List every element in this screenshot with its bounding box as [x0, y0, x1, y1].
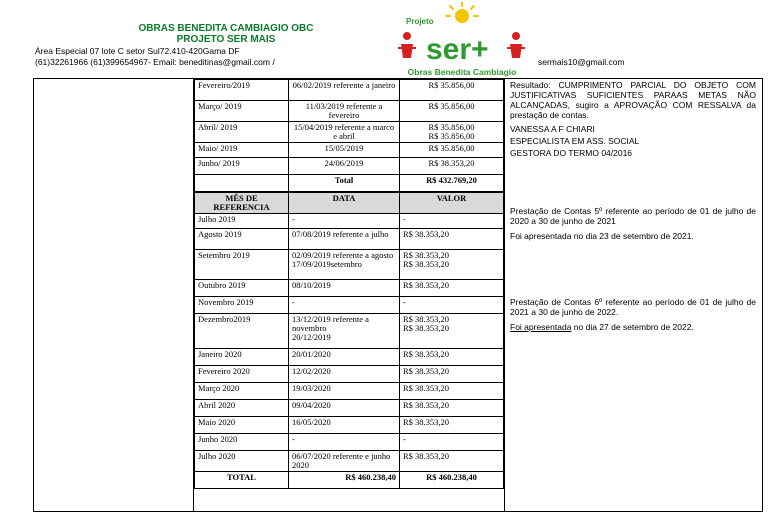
table2-month-cell: Abril 2020	[195, 400, 289, 417]
result-paragraph: Resultado: CUMPRIMENTO PARCIAL DO OBJETO COM JUSTIFICATIVAS SUFICIENTES PARAAS METAS NÃO ALCANÇADAS, sugiro a APROVAÇÃO COM RESSALVA da prestação de contas.	[510, 80, 756, 120]
table2-row	[195, 214, 504, 229]
header-month: MÊS DE REFERENCIA	[195, 193, 289, 214]
signer-role: GESTORA DO TERMO 04/2016	[510, 148, 633, 158]
table2-month-cell: Dezembro2019	[195, 314, 289, 349]
header-date: DATA	[289, 193, 400, 214]
table1-total-label: Total	[289, 175, 400, 192]
payments-table-2019-2020	[194, 192, 504, 489]
table2-date-cell: 13/12/2019 referente a novembro 20/12/2019	[289, 314, 400, 349]
table1-value-cell: R$ 35.856,00	[400, 80, 504, 101]
left-empty-column	[34, 79, 194, 512]
table2-date-cell: 02/09/2019 referente a agosto 17/09/2019setembro	[289, 250, 400, 280]
table1-row	[195, 158, 504, 175]
table1-date-cell: 06/02/2019 referente a janeiro	[289, 80, 400, 101]
table2-value-cell: R$ 38.353,20 R$ 38.353,20	[400, 314, 504, 349]
signer-name: VANESSA A F CHIARI	[510, 124, 595, 134]
table2-date-cell: 06/07/2020 referente e junho 2020	[289, 451, 400, 472]
table2-date-cell: 20/01/2020	[289, 349, 400, 366]
table2-value-cell: -	[400, 297, 504, 314]
table2-row	[195, 451, 504, 472]
table2-value-cell: R$ 38.353,20	[400, 417, 504, 434]
address: Área Especial 07 lote C setor Sul72.410-420Gama DF	[35, 46, 240, 56]
table2-row	[195, 314, 504, 349]
table2-row	[195, 349, 504, 366]
table1-total-row	[195, 175, 504, 192]
table2-value-cell: -	[400, 214, 504, 229]
table1-date-cell: 15/05/2019	[289, 143, 400, 158]
table2-date-cell: -	[289, 297, 400, 314]
table2-row	[195, 417, 504, 434]
table2-month-cell: Novembro 2019	[195, 297, 289, 314]
ser-mais-logo	[392, 2, 532, 78]
table2-row	[195, 250, 504, 280]
table1-date-cell: 11/03/2019 referente a fevereiro	[289, 101, 400, 122]
table1-value-cell: R$ 35.856,00 R$ 35.856,00	[400, 122, 504, 143]
table1-date-cell: 24/06/2019	[289, 158, 400, 175]
logo-main-text: ser+	[426, 33, 489, 66]
table2-value-cell: R$ 38.353,20	[400, 349, 504, 366]
table1-value-cell: R$ 35.856,00	[400, 101, 504, 122]
table2-month-cell: Setembro 2019	[195, 250, 289, 280]
table2-date-cell: 19/03/2020	[289, 383, 400, 400]
accountability-6-link[interactable]: Foi apresentada	[510, 322, 572, 332]
table2-total-row	[195, 472, 504, 489]
table2-month-cell: Outubro 2019	[195, 280, 289, 297]
table1-month-cell: Fevereiro/2019	[195, 80, 289, 101]
table2-month-cell: Janeiro 2020	[195, 349, 289, 366]
table2-month-cell: Julho 2020	[195, 451, 289, 472]
table1-month-cell: Junho/ 2019	[195, 158, 289, 175]
table2-row	[195, 297, 504, 314]
table1-month-cell: Abril/ 2019	[195, 122, 289, 143]
table1-row	[195, 122, 504, 143]
financial-tables-cell	[194, 79, 505, 512]
org-name: OBRAS BENEDITA CAMBIAGIO OBC	[138, 23, 314, 34]
table2-value-cell: R$ 38.353,20	[400, 451, 504, 472]
payments-table-2019	[194, 79, 504, 192]
table1-value-cell: R$ 38.353,20	[400, 158, 504, 175]
table2-value-cell: R$ 38.353,20 R$ 38.353,20	[400, 250, 504, 280]
table2-total-label: TOTAL	[195, 472, 289, 489]
table2-date-cell: 09/04/2020	[289, 400, 400, 417]
table2-total-value: R$ 460.238,40	[400, 472, 504, 489]
table2-header-row	[195, 193, 504, 214]
accountability-5-presented: Foi apresentada no dia 23 de setembro de 2021.	[510, 231, 694, 241]
logo-top-text: Projeto	[406, 17, 434, 26]
table2-month-cell: Agosto 2019	[195, 229, 289, 250]
child-figure-left-icon	[398, 32, 416, 58]
logo-bottom-text: Obras Benedita Cambiagio	[407, 67, 517, 77]
table2-value-cell: R$ 38.353,20	[400, 280, 504, 297]
accountability-6-presented: Foi apresentada no dia 27 de setembro de 2022.	[510, 322, 694, 332]
table2-value-cell: R$ 38.353,20	[400, 383, 504, 400]
table2-month-cell: Março 2020	[195, 383, 289, 400]
table1-row	[195, 101, 504, 122]
table2-row	[195, 366, 504, 383]
table2-row	[195, 383, 504, 400]
sun-icon	[446, 2, 478, 23]
table1-value-cell: R$ 35.856,00	[400, 143, 504, 158]
table1-month-cell: Maio/ 2019	[195, 143, 289, 158]
table1-row	[195, 143, 504, 158]
table2-value-cell: R$ 38.353,20	[400, 366, 504, 383]
signer-title: ESPECIALISTA EM ASS. SOCIAL	[510, 136, 640, 146]
accountability-6-text: Prestação de Contas 6º referente ao período de 01 de julho de 2021 a 30 de junho de 2022.	[510, 297, 756, 317]
project-name: PROJETO SER MAIS	[176, 34, 276, 45]
table2-value-cell: R$ 38.353,20	[400, 400, 504, 417]
contact-line: (61)32261966 (61)399654967- Email: beneditinas@gmail.com /	[35, 57, 275, 67]
accountability-5-text: Prestação de Contas 5º referente ao período de 01 de julho de 2020 a 30 de junho de 2021	[510, 206, 756, 226]
table2-date-cell: 12/02/2020	[289, 366, 400, 383]
table2-date-cell: -	[289, 434, 400, 451]
header-value: VALOR	[400, 193, 504, 214]
table2-row	[195, 229, 504, 250]
table2-month-cell: Junho 2020	[195, 434, 289, 451]
table1-row	[195, 80, 504, 101]
table1-date-cell: 15/04/2019 referente a marco e abril	[289, 122, 400, 143]
table2-total-date-cell: R$ 460.238,40	[289, 472, 400, 489]
table2-date-cell: 07/08/2019 referente a julho	[289, 229, 400, 250]
table2-row	[195, 280, 504, 297]
table2-row	[195, 434, 504, 451]
table2-month-cell: Fevereiro 2020	[195, 366, 289, 383]
table2-date-cell: 16/05/2020	[289, 417, 400, 434]
table2-value-cell: -	[400, 434, 504, 451]
table2-month-cell: Julho 2019	[195, 214, 289, 229]
email-secondary: sermais10@gmail.com	[538, 57, 625, 67]
table2-month-cell: Maio 2020	[195, 417, 289, 434]
table2-date-cell: 08/10/2019	[289, 280, 400, 297]
table1-total-value: R$ 432.769,20	[400, 175, 504, 192]
table1-month-cell: Março/ 2019	[195, 101, 289, 122]
table2-value-cell: R$ 38.353,20	[400, 229, 504, 250]
table2-date-cell: -	[289, 214, 400, 229]
child-figure-right-icon	[507, 32, 525, 58]
table2-row	[195, 400, 504, 417]
